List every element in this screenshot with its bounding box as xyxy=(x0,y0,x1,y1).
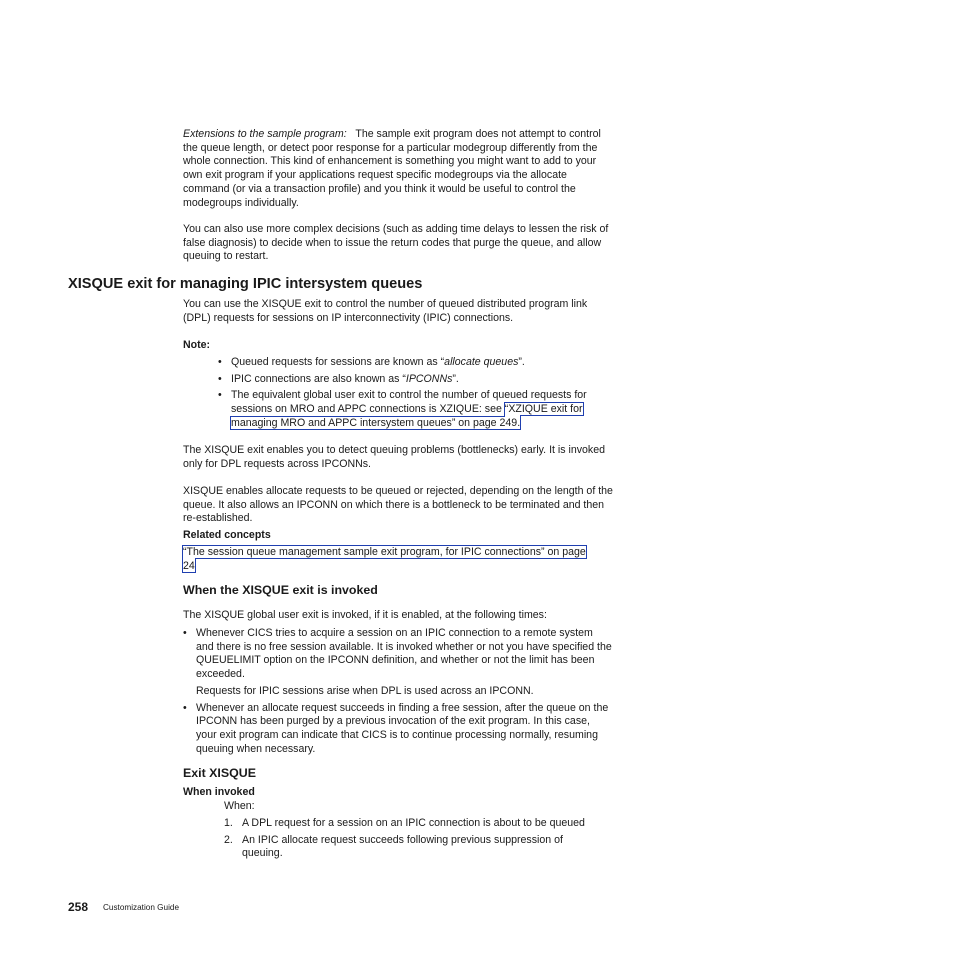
xisque-intro-paragraph: You can use the XISQUE exit to control the number of queued distributed program link (DPL) requests for sessions on IP interconnectivity (IPIC) connections. xyxy=(183,298,588,324)
exit-xisque-heading: Exit XISQUE xyxy=(183,766,256,780)
page-number: 258 xyxy=(68,900,89,914)
bullet-icon: • xyxy=(183,701,187,714)
extensions-text: The sample exit program does not attempt to control the queue length, or detect poor response for a particular modegroup differently from the whole connection. This kind of enhancement is something you might want to add to your own exit program if your applications request specific modegroups via the allocate command (or via a transaction profile) and you think it would be useful to control the modegroups individually. xyxy=(183,128,601,209)
note-label: Note: xyxy=(183,339,211,351)
note-item: • The equivalent global user exit to control the number of queued requests for sessions on MRO and APPC connections is XZIQUE: see “XZIQUE exit for managing MRO and APPC intersystem queues” on page 249. xyxy=(218,389,587,429)
xzique-link[interactable]: “XZIQUE exit for managing MRO and APPC intersystem queues” on page 249. xyxy=(231,403,583,429)
extensions-paragraph xyxy=(183,128,615,210)
bullet-icon: • xyxy=(218,389,222,402)
when-invoked-heading: When the XISQUE exit is invoked xyxy=(183,583,378,597)
bullet-icon: • xyxy=(218,372,222,385)
when-item: • Whenever an allocate request succeeds in finding a free session, after the queue on the IPCONN has been purged by a previous invocation of the exit program. In this case, your exit program can indicate that CICS is to continue processing normally, resuming queuing when necessary. xyxy=(183,701,609,755)
when-item: • Whenever CICS tries to acquire a session on an IPIC connection to a remote system and there is no free session available. It is invoked whether or not you have specified the QUEUELIMIT option on the IPCONN definition, and whether or not the limit has been exceeded. Requests for IPIC sessions arise when DPL is used across an IPCONN. xyxy=(183,627,612,697)
detect-queuing-paragraph: The XISQUE exit enables you to detect queuing problems (bottlenecks) early. It is invoked only for DPL requests across IPCONNs. xyxy=(183,444,606,470)
related-concepts-label: Related concepts xyxy=(183,529,271,541)
footer-book-title: Customization Guide xyxy=(103,903,179,912)
bullet-icon: • xyxy=(183,627,187,639)
when-invoked-text: When: xyxy=(224,800,255,812)
note-item: • Queued requests for sessions are known as “allocate queues”. xyxy=(218,356,525,368)
invocation-item: 1. A DPL request for a session on an IPIC connection is about to be queued xyxy=(224,817,585,829)
complex-decisions-paragraph: You can also use more complex decisions (such as adding time delays to lessen the risk of false diagnosis) to decide when to issue the return codes that purge the queue, and allow queuing to restart. xyxy=(183,223,609,263)
when-item-subnote: Requests for IPIC sessions arise when DPL is used across an IPCONN. xyxy=(196,684,534,697)
invocation-item: 2. An IPIC allocate request succeeds following previous suppression of queuing. xyxy=(224,833,563,860)
section-heading: XISQUE exit for managing IPIC intersystem queues xyxy=(68,276,423,292)
allocate-requests-paragraph: XISQUE enables allocate requests to be queued or rejected, depending on the length of the queue. It also allows an IPCONN on which there is a bottleneck to be terminated and then re-established. xyxy=(183,485,613,525)
invocation-list xyxy=(224,817,604,864)
when-intro-paragraph: The XISQUE global user exit is invoked, if it is enabled, at the following times: xyxy=(183,609,547,621)
note-item: • IPIC connections are also known as “IPCONNs”. xyxy=(218,372,459,385)
note-list xyxy=(218,356,608,431)
when-list xyxy=(183,627,613,756)
when-invoked-label: When invoked xyxy=(183,786,255,798)
related-concept-link[interactable]: “The session queue management sample exit program, for IPIC connections” on page 24 xyxy=(183,546,586,572)
bullet-icon: • xyxy=(218,356,222,368)
extensions-label: Extensions to the sample program: xyxy=(183,128,347,140)
related-concept-paragraph xyxy=(183,546,595,573)
